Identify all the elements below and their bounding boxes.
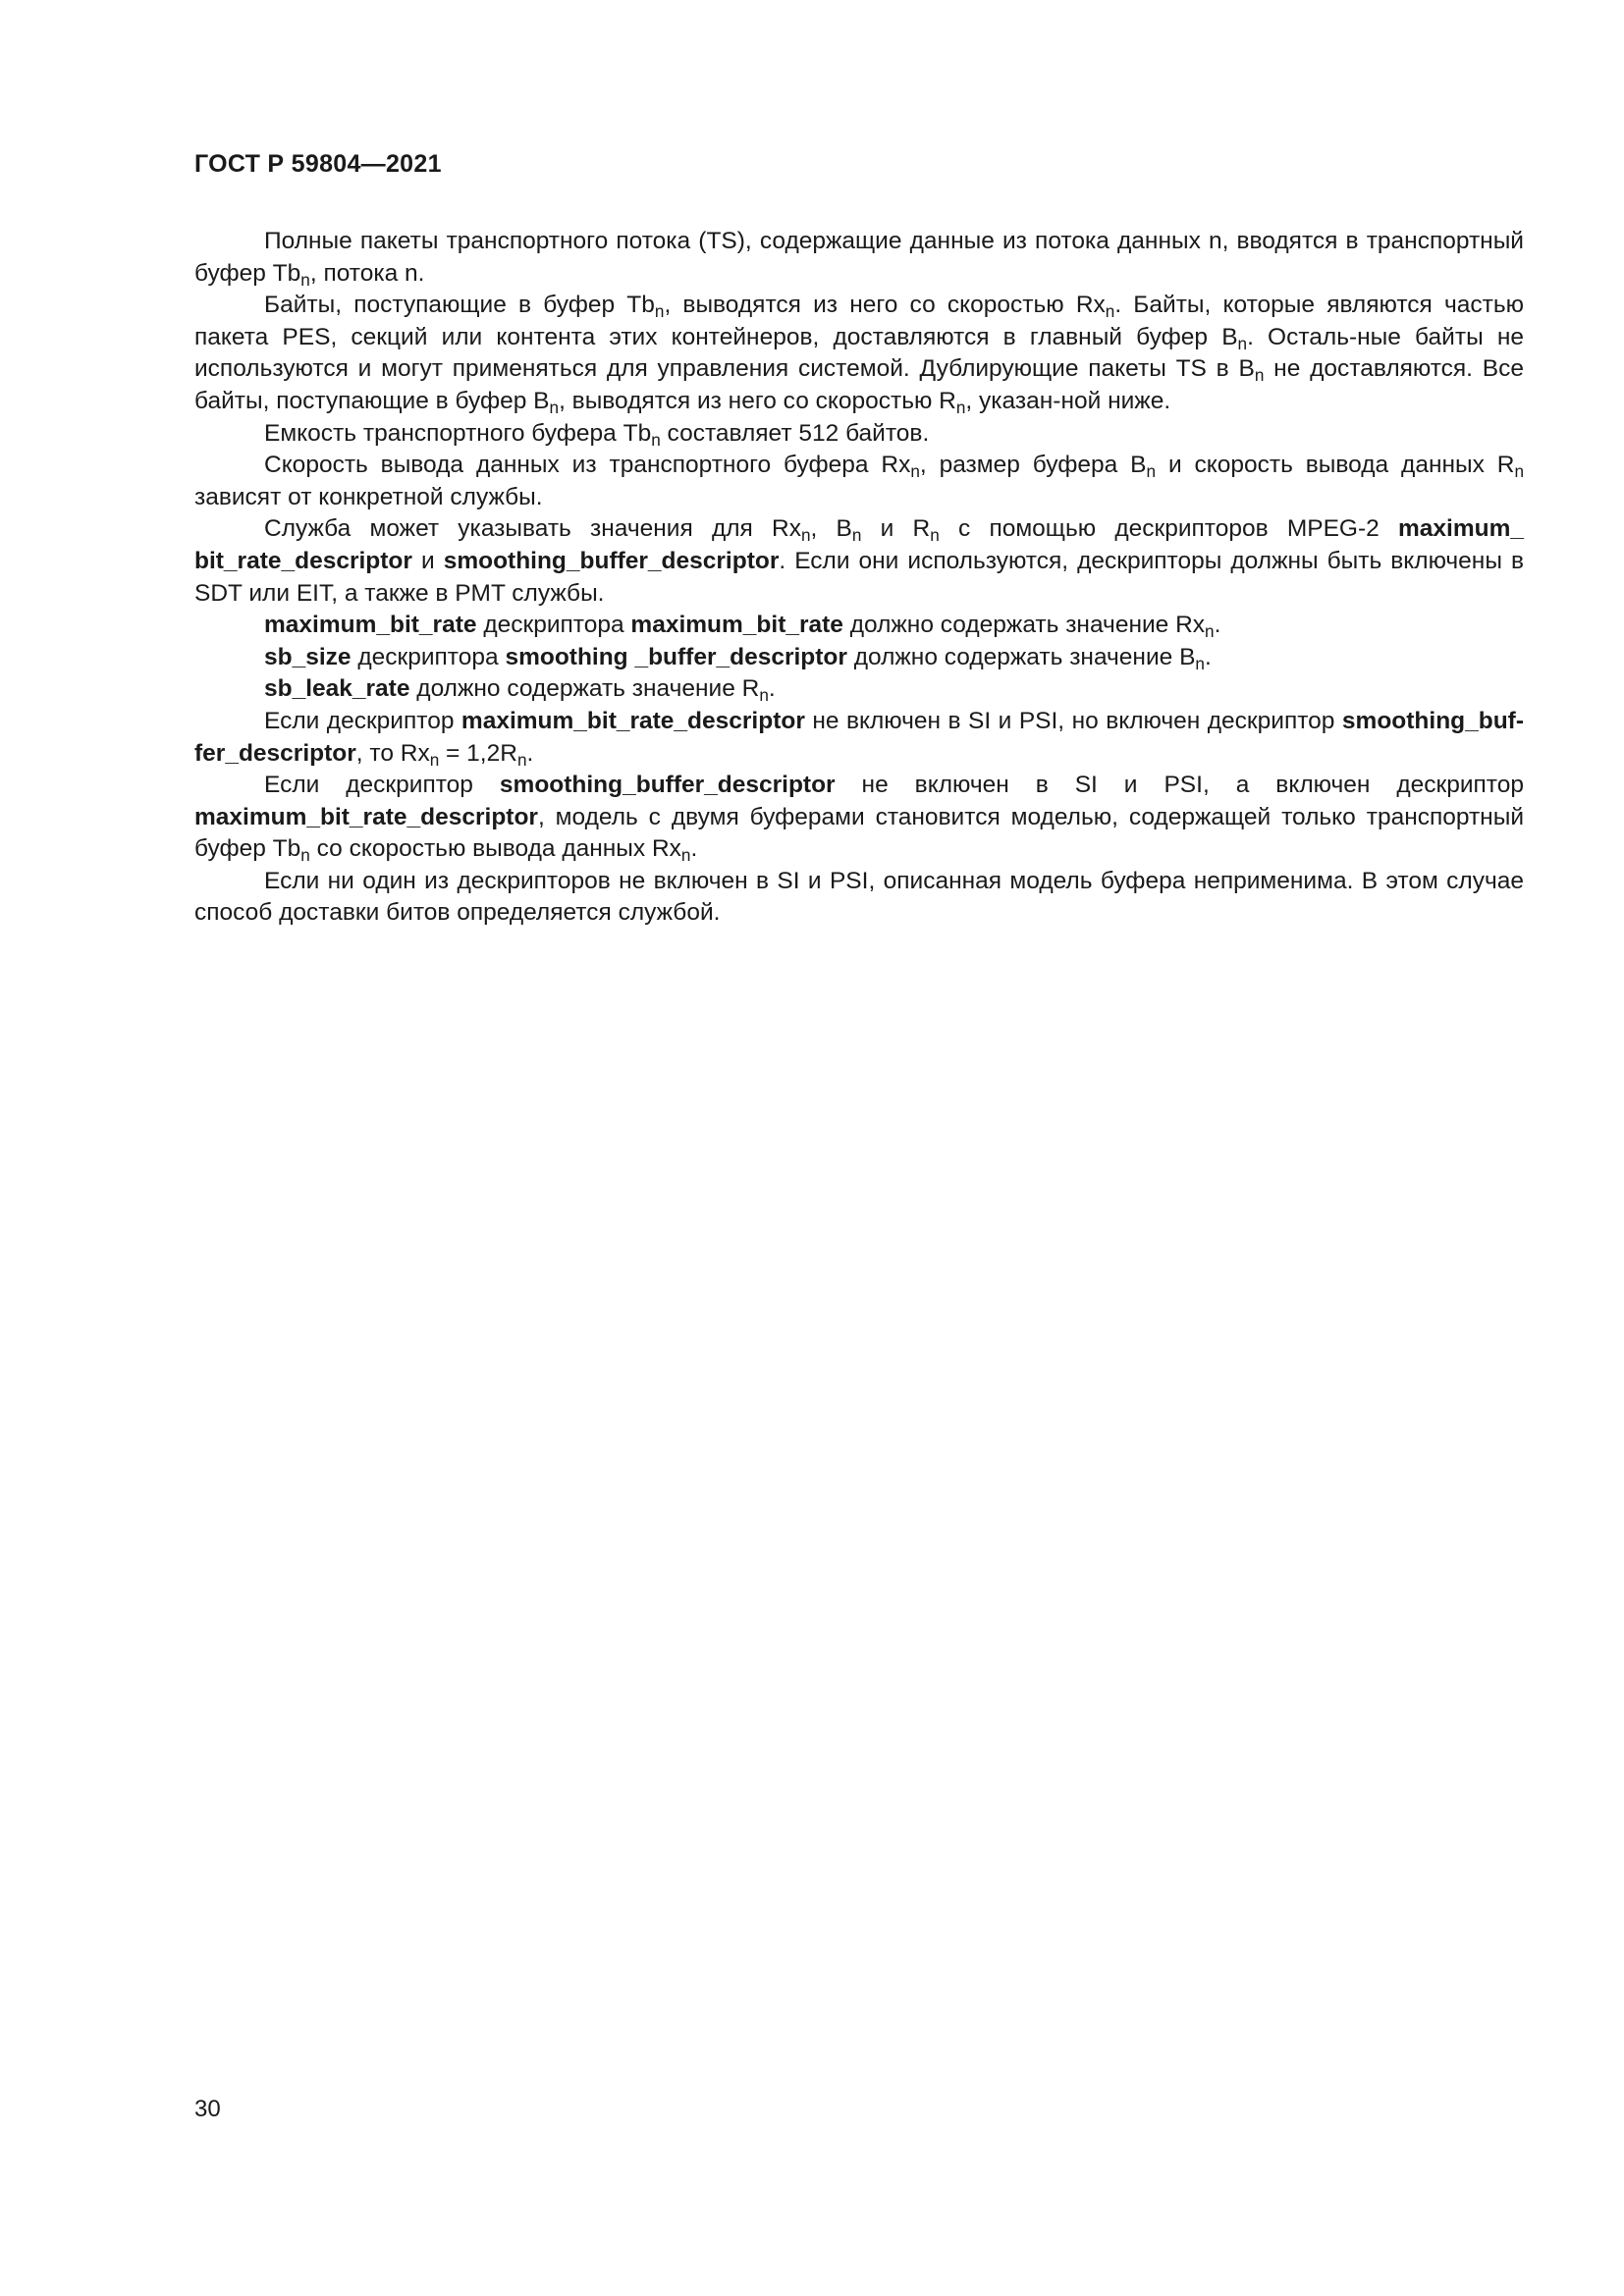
paragraph-buffer-capacity: Емкость транспортного буфера $Tb_n$ составляет 512 байтов. <box>264 419 930 450</box>
paragraph-no-max-descriptor: Если дескриптор maximum_bit_rate_descriptor не включен в SI и PSI, но включен дескриптор smoothing_buf-fer_descriptor, то $Rx_n = 1,2R_n$. <box>194 707 1524 770</box>
page-number: 30 <box>194 2096 221 2122</box>
paragraph-no-descriptors: Если ни один из дескрипторов не включен в SI и PSI, описанная модель буфера неприменима. В этом случае способ доставки битов определяется службой. <box>194 867 1524 927</box>
paragraph-sb-leak-rate: sb_leak_rate должно содержать значение $R_n$. <box>264 675 776 706</box>
paragraph-ts-packets: Полные пакеты транспортного потока (TS), содержащие данные из потока данных n, вводятся в транспортный буфер $Tb_n$, потока n. <box>194 228 1524 290</box>
paragraph-service-descriptors: Служба может указывать значения для $Rx_n$, $B_n$ и $R_n$ с помощью дескрипторов MPEG-2 maximum_ bit_rate_descriptor и smoothing_buffer_descriptor. Если они используются, дескрипторы должны быть включены в SDT или EIT, а также в PMT службы. <box>194 515 1524 607</box>
document-body <box>194 226 1524 930</box>
paragraph-output-rate: Скорость вывода данных из транспортного буфера $Rx_n$, размер буфера $B_n$ и скорость вывода данных $R_n$ зависят от конкретной службы. <box>194 452 1524 510</box>
document-header: ГОСТ Р 59804—2021 <box>194 150 442 178</box>
paragraph-no-smoothing-descriptor: Если дескриптор smoothing_buffer_descriptor не включен в SI и PSI, а включен дескриптор maximum_bit_rate_descriptor, модель с двумя буферами становится моделью, содержащей только транспортный буфер $Tb_n$ со скоростью вывода данных $Rx_n$. <box>194 772 1525 866</box>
paragraph-bytes-flow: Байты, поступающие в буфер $Tb_n$, выводятся из него со скоростью $Rx_n$. Байты, которые являются частью пакета PES, секций или контента этих контейнеров, доставляются в главный буфер $B_n$. Осталь-ные байты не используются и могут применяться для управления системой. Дублирующие пакеты TS в $B_n$ не доставляются. Все байты, поступающие в буфер $B_n$, выводятся из него со скоростью $R_n$, указан-ной ниже. <box>194 292 1524 418</box>
paragraph-maximum-bit-rate: maximum_bit_rate дескриптора maximum_bit_rate должно содержать значение $Rx_n$. <box>264 612 1221 642</box>
paragraph-sb-size: sb_size дескриптора smoothing _buffer_descriptor должно содержать значение $B_n$. <box>264 643 1212 673</box>
